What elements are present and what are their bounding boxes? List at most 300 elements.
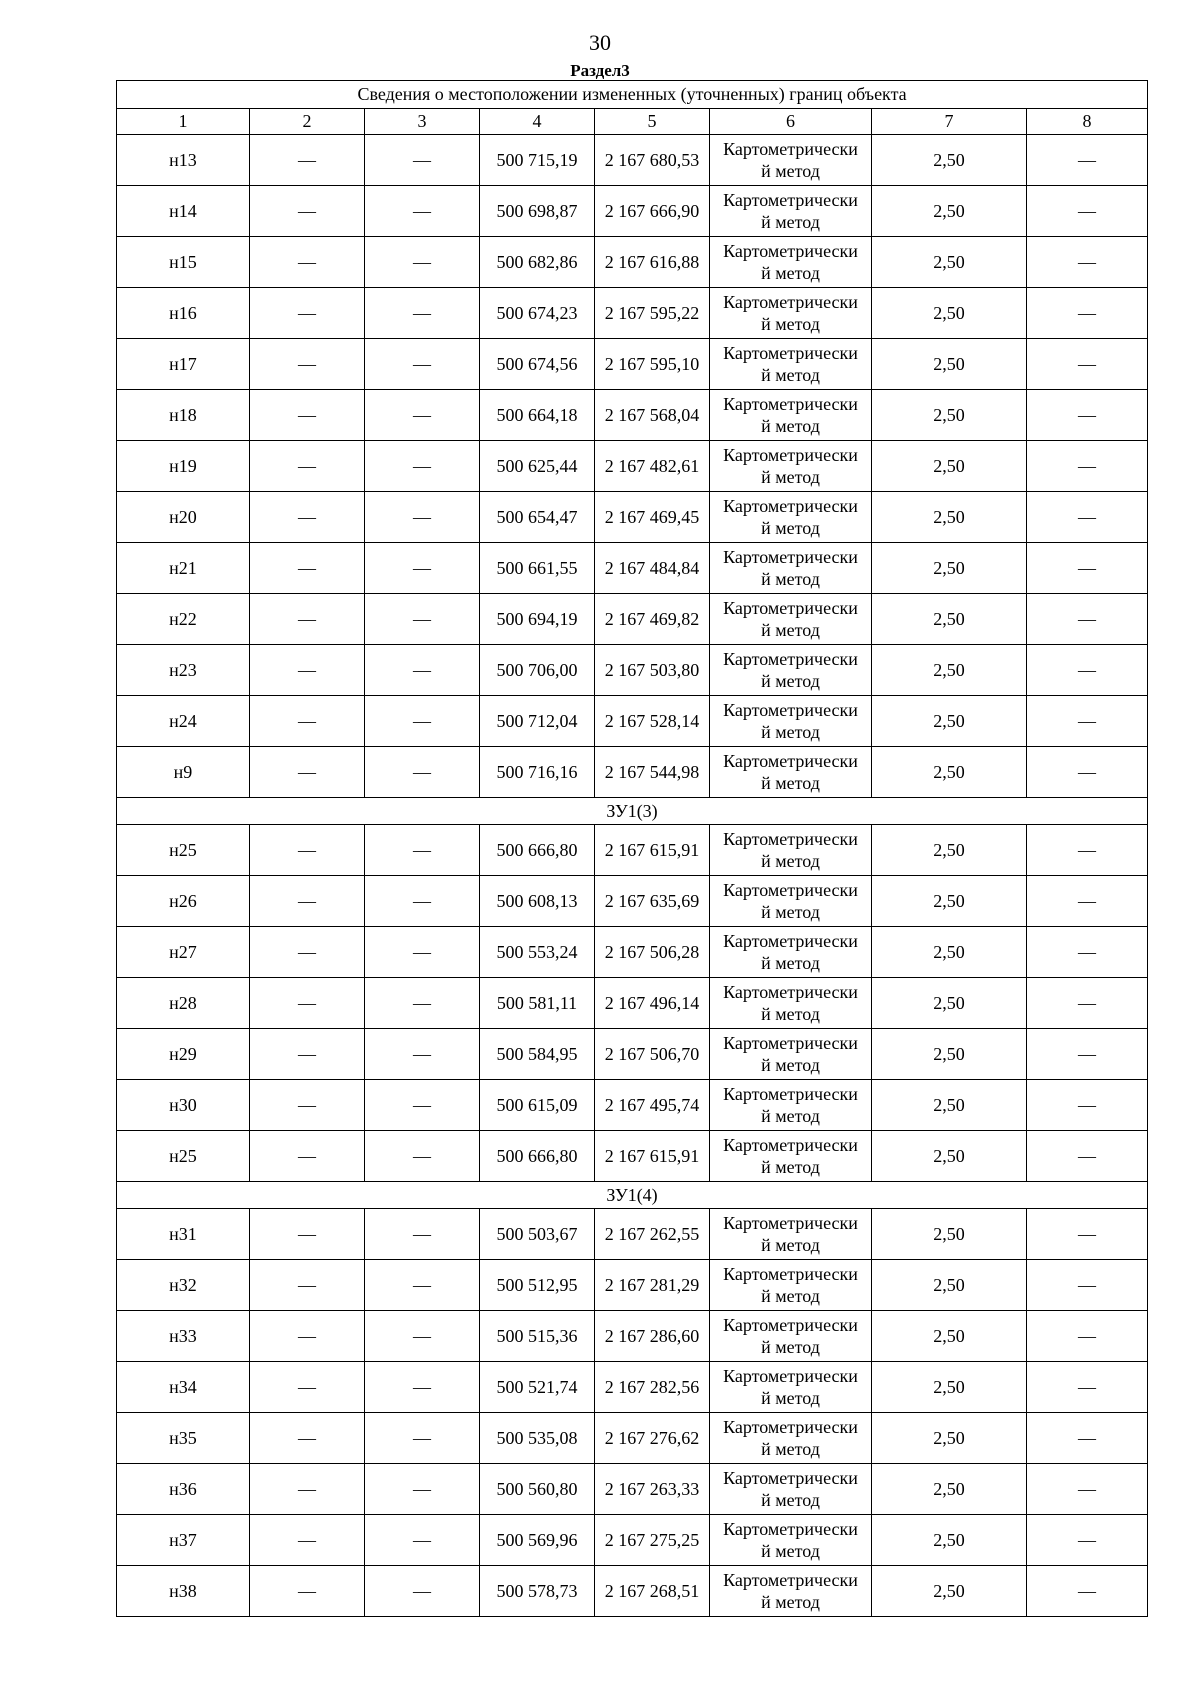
method-cell xyxy=(710,927,872,978)
accuracy-cell: 2,50 xyxy=(872,1515,1027,1566)
x-coordinate-cell: 500 560,80 xyxy=(480,1464,595,1515)
method-line-2: й метод xyxy=(761,365,820,385)
x-coordinate-cell: 500 706,00 xyxy=(480,645,595,696)
dash-cell: — xyxy=(1027,747,1148,798)
point-name-cell: н33 xyxy=(117,1311,250,1362)
point-name-cell: н26 xyxy=(117,876,250,927)
method-line-2: й метод xyxy=(761,1337,820,1357)
method-line-1: Картометрически xyxy=(723,496,858,516)
dash-cell: — xyxy=(365,1566,480,1617)
accuracy-cell: 2,50 xyxy=(872,645,1027,696)
method-cell xyxy=(710,978,872,1029)
method-line-2: й метод xyxy=(761,1388,820,1408)
table-row xyxy=(117,825,1148,876)
dash-cell: — xyxy=(1027,696,1148,747)
column-number-row xyxy=(117,109,1148,135)
method-line-2: й метод xyxy=(761,773,820,793)
x-coordinate-cell: 500 666,80 xyxy=(480,825,595,876)
dash-cell: — xyxy=(365,390,480,441)
method-line-2: й метод xyxy=(761,467,820,487)
dash-cell: — xyxy=(1027,645,1148,696)
y-coordinate-cell: 2 167 275,25 xyxy=(595,1515,710,1566)
x-coordinate-cell: 500 515,36 xyxy=(480,1311,595,1362)
method-cell xyxy=(710,339,872,390)
point-name-cell: н31 xyxy=(117,1209,250,1260)
y-coordinate-cell: 2 167 496,14 xyxy=(595,978,710,1029)
table-row xyxy=(117,543,1148,594)
dash-cell: — xyxy=(1027,1362,1148,1413)
method-cell xyxy=(710,441,872,492)
column-header: 4 xyxy=(480,109,595,135)
dash-cell: — xyxy=(250,186,365,237)
method-cell xyxy=(710,1566,872,1617)
dash-cell: — xyxy=(250,825,365,876)
dash-cell: — xyxy=(1027,927,1148,978)
method-line-1: Картометрически xyxy=(723,1213,858,1233)
point-name-cell: н34 xyxy=(117,1362,250,1413)
table-row xyxy=(117,1566,1148,1617)
method-cell xyxy=(710,1029,872,1080)
method-line-1: Картометрически xyxy=(723,1366,858,1386)
dash-cell: — xyxy=(1027,876,1148,927)
method-line-1: Картометрически xyxy=(723,547,858,567)
method-line-1: Картометрически xyxy=(723,1417,858,1437)
method-cell xyxy=(710,1131,872,1182)
accuracy-cell: 2,50 xyxy=(872,1362,1027,1413)
method-line-2: й метод xyxy=(761,1157,820,1177)
method-cell xyxy=(710,1464,872,1515)
x-coordinate-cell: 500 698,87 xyxy=(480,186,595,237)
method-line-1: Картометрически xyxy=(723,1084,858,1104)
method-line-1: Картометрически xyxy=(723,649,858,669)
accuracy-cell: 2,50 xyxy=(872,1080,1027,1131)
method-line-1: Картометрически xyxy=(723,139,858,159)
method-cell xyxy=(710,492,872,543)
method-line-1: Картометрически xyxy=(723,880,858,900)
dash-cell: — xyxy=(365,1131,480,1182)
dash-cell: — xyxy=(365,1413,480,1464)
x-coordinate-cell: 500 578,73 xyxy=(480,1566,595,1617)
dash-cell: — xyxy=(365,543,480,594)
table-row xyxy=(117,1515,1148,1566)
point-name-cell: н38 xyxy=(117,1566,250,1617)
method-cell xyxy=(710,696,872,747)
accuracy-cell: 2,50 xyxy=(872,1131,1027,1182)
table-row xyxy=(117,696,1148,747)
y-coordinate-cell: 2 167 635,69 xyxy=(595,876,710,927)
table-row xyxy=(117,492,1148,543)
y-coordinate-cell: 2 167 469,82 xyxy=(595,594,710,645)
x-coordinate-cell: 500 503,67 xyxy=(480,1209,595,1260)
dash-cell: — xyxy=(250,543,365,594)
method-line-2: й метод xyxy=(761,722,820,742)
method-line-2: й метод xyxy=(761,263,820,283)
dash-cell: — xyxy=(365,1311,480,1362)
dash-cell: — xyxy=(365,441,480,492)
method-line-1: Картометрически xyxy=(723,343,858,363)
dash-cell: — xyxy=(365,645,480,696)
page-number: 30 xyxy=(589,30,611,55)
column-header: 5 xyxy=(595,109,710,135)
x-coordinate-cell: 500 608,13 xyxy=(480,876,595,927)
method-cell xyxy=(710,288,872,339)
y-coordinate-cell: 2 167 615,91 xyxy=(595,1131,710,1182)
method-line-1: Картометрически xyxy=(723,931,858,951)
accuracy-cell: 2,50 xyxy=(872,543,1027,594)
dash-cell: — xyxy=(365,876,480,927)
point-name-cell: н14 xyxy=(117,186,250,237)
y-coordinate-cell: 2 167 680,53 xyxy=(595,135,710,186)
dash-cell: — xyxy=(1027,339,1148,390)
y-coordinate-cell: 2 167 482,61 xyxy=(595,441,710,492)
table-row xyxy=(117,441,1148,492)
dash-cell: — xyxy=(365,135,480,186)
y-coordinate-cell: 2 167 506,28 xyxy=(595,927,710,978)
accuracy-cell: 2,50 xyxy=(872,288,1027,339)
dash-cell: — xyxy=(1027,1131,1148,1182)
accuracy-cell: 2,50 xyxy=(872,339,1027,390)
accuracy-cell: 2,50 xyxy=(872,135,1027,186)
column-header: 6 xyxy=(710,109,872,135)
dash-cell: — xyxy=(250,288,365,339)
point-name-cell: н16 xyxy=(117,288,250,339)
method-cell xyxy=(710,1260,872,1311)
table-row xyxy=(117,1464,1148,1515)
point-name-cell: н18 xyxy=(117,390,250,441)
dash-cell: — xyxy=(250,1260,365,1311)
table-row xyxy=(117,876,1148,927)
table-row xyxy=(117,747,1148,798)
dash-cell: — xyxy=(250,1080,365,1131)
dash-cell: — xyxy=(1027,237,1148,288)
dash-cell: — xyxy=(1027,1413,1148,1464)
method-line-2: й метод xyxy=(761,620,820,640)
method-line-1: Картометрически xyxy=(723,598,858,618)
y-coordinate-cell: 2 167 506,70 xyxy=(595,1029,710,1080)
dash-cell: — xyxy=(1027,825,1148,876)
method-line-1: Картометрически xyxy=(723,829,858,849)
method-line-1: Картометрически xyxy=(723,1033,858,1053)
method-cell xyxy=(710,1515,872,1566)
table-row xyxy=(117,1029,1148,1080)
column-header: 8 xyxy=(1027,109,1148,135)
x-coordinate-cell: 500 569,96 xyxy=(480,1515,595,1566)
dash-cell: — xyxy=(250,237,365,288)
accuracy-cell: 2,50 xyxy=(872,747,1027,798)
y-coordinate-cell: 2 167 484,84 xyxy=(595,543,710,594)
dash-cell: — xyxy=(250,1131,365,1182)
dash-cell: — xyxy=(250,696,365,747)
method-line-2: й метод xyxy=(761,416,820,436)
dash-cell: — xyxy=(250,1566,365,1617)
group-label: ЗУ1(4) xyxy=(117,1182,1148,1209)
accuracy-cell: 2,50 xyxy=(872,1464,1027,1515)
dash-cell: — xyxy=(365,1515,480,1566)
method-cell xyxy=(710,1362,872,1413)
table-row xyxy=(117,1260,1148,1311)
method-line-2: й метод xyxy=(761,1541,820,1561)
y-coordinate-cell: 2 167 263,33 xyxy=(595,1464,710,1515)
y-coordinate-cell: 2 167 528,14 xyxy=(595,696,710,747)
table-row xyxy=(117,1131,1148,1182)
accuracy-cell: 2,50 xyxy=(872,927,1027,978)
column-header: 2 xyxy=(250,109,365,135)
dash-cell: — xyxy=(365,1362,480,1413)
dash-cell: — xyxy=(1027,1080,1148,1131)
dash-cell: — xyxy=(1027,594,1148,645)
accuracy-cell: 2,50 xyxy=(872,1260,1027,1311)
dash-cell: — xyxy=(365,696,480,747)
x-coordinate-cell: 500 712,04 xyxy=(480,696,595,747)
dash-cell: — xyxy=(1027,441,1148,492)
x-coordinate-cell: 500 654,47 xyxy=(480,492,595,543)
x-coordinate-cell: 500 661,55 xyxy=(480,543,595,594)
dash-cell: — xyxy=(250,978,365,1029)
dash-cell: — xyxy=(250,1029,365,1080)
dash-cell: — xyxy=(250,492,365,543)
method-line-1: Картометрически xyxy=(723,1519,858,1539)
accuracy-cell: 2,50 xyxy=(872,696,1027,747)
y-coordinate-cell: 2 167 568,04 xyxy=(595,390,710,441)
table-row xyxy=(117,186,1148,237)
method-line-1: Картометрически xyxy=(723,394,858,414)
method-line-1: Картометрически xyxy=(723,751,858,771)
table-row xyxy=(117,645,1148,696)
y-coordinate-cell: 2 167 666,90 xyxy=(595,186,710,237)
table-row xyxy=(117,237,1148,288)
accuracy-cell: 2,50 xyxy=(872,186,1027,237)
table-row xyxy=(117,927,1148,978)
x-coordinate-cell: 500 521,74 xyxy=(480,1362,595,1413)
point-name-cell: н25 xyxy=(117,1131,250,1182)
method-line-1: Картометрически xyxy=(723,1315,858,1335)
table-row xyxy=(117,1413,1148,1464)
method-line-2: й метод xyxy=(761,953,820,973)
point-name-cell: н32 xyxy=(117,1260,250,1311)
point-name-cell: н25 xyxy=(117,825,250,876)
method-line-2: й метод xyxy=(761,1235,820,1255)
method-cell xyxy=(710,543,872,594)
x-coordinate-cell: 500 581,11 xyxy=(480,978,595,1029)
method-cell xyxy=(710,135,872,186)
dash-cell: — xyxy=(365,927,480,978)
dash-cell: — xyxy=(250,594,365,645)
table-row xyxy=(117,978,1148,1029)
method-line-2: й метод xyxy=(761,902,820,922)
dash-cell: — xyxy=(1027,1566,1148,1617)
dash-cell: — xyxy=(365,594,480,645)
dash-cell: — xyxy=(365,339,480,390)
point-name-cell: н17 xyxy=(117,339,250,390)
x-coordinate-cell: 500 535,08 xyxy=(480,1413,595,1464)
method-cell xyxy=(710,1080,872,1131)
method-cell xyxy=(710,1311,872,1362)
column-header: 1 xyxy=(117,109,250,135)
point-name-cell: н15 xyxy=(117,237,250,288)
point-name-cell: н20 xyxy=(117,492,250,543)
accuracy-cell: 2,50 xyxy=(872,1566,1027,1617)
accuracy-cell: 2,50 xyxy=(872,594,1027,645)
method-line-1: Картометрически xyxy=(723,445,858,465)
x-coordinate-cell: 500 715,19 xyxy=(480,135,595,186)
method-cell xyxy=(710,594,872,645)
y-coordinate-cell: 2 167 595,10 xyxy=(595,339,710,390)
dash-cell: — xyxy=(1027,1311,1148,1362)
y-coordinate-cell: 2 167 616,88 xyxy=(595,237,710,288)
y-coordinate-cell: 2 167 282,56 xyxy=(595,1362,710,1413)
group-header-row xyxy=(117,798,1148,825)
method-cell xyxy=(710,186,872,237)
method-cell xyxy=(710,825,872,876)
x-coordinate-cell: 500 666,80 xyxy=(480,1131,595,1182)
x-coordinate-cell: 500 674,23 xyxy=(480,288,595,339)
method-cell xyxy=(710,1209,872,1260)
dash-cell: — xyxy=(365,186,480,237)
boundary-coordinates-table xyxy=(116,80,1148,1617)
table-row xyxy=(117,1311,1148,1362)
method-line-2: й метод xyxy=(761,314,820,334)
method-cell xyxy=(710,645,872,696)
method-line-2: й метод xyxy=(761,161,820,181)
point-name-cell: н19 xyxy=(117,441,250,492)
method-line-2: й метод xyxy=(761,1004,820,1024)
method-line-2: й метод xyxy=(761,851,820,871)
dash-cell: — xyxy=(365,1260,480,1311)
dash-cell: — xyxy=(1027,1260,1148,1311)
group-header-row xyxy=(117,1182,1148,1209)
accuracy-cell: 2,50 xyxy=(872,492,1027,543)
table-body xyxy=(117,135,1148,1617)
dash-cell: — xyxy=(250,645,365,696)
method-cell xyxy=(710,237,872,288)
y-coordinate-cell: 2 167 615,91 xyxy=(595,825,710,876)
dash-cell: — xyxy=(365,492,480,543)
table-row xyxy=(117,390,1148,441)
accuracy-cell: 2,50 xyxy=(872,1029,1027,1080)
method-line-1: Картометрически xyxy=(723,982,858,1002)
column-header: 3 xyxy=(365,109,480,135)
point-name-cell: н24 xyxy=(117,696,250,747)
method-line-2: й метод xyxy=(761,1055,820,1075)
x-coordinate-cell: 500 512,95 xyxy=(480,1260,595,1311)
y-coordinate-cell: 2 167 595,22 xyxy=(595,288,710,339)
method-line-2: й метод xyxy=(761,518,820,538)
table-row xyxy=(117,1209,1148,1260)
x-coordinate-cell: 500 625,44 xyxy=(480,441,595,492)
dash-cell: — xyxy=(250,927,365,978)
table-row xyxy=(117,288,1148,339)
dash-cell: — xyxy=(1027,1464,1148,1515)
table-row xyxy=(117,1080,1148,1131)
x-coordinate-cell: 500 584,95 xyxy=(480,1029,595,1080)
method-line-1: Картометрически xyxy=(723,1135,858,1155)
dash-cell: — xyxy=(365,1029,480,1080)
dash-cell: — xyxy=(365,1209,480,1260)
table-row xyxy=(117,135,1148,186)
y-coordinate-cell: 2 167 286,60 xyxy=(595,1311,710,1362)
table-row xyxy=(117,594,1148,645)
y-coordinate-cell: 2 167 469,45 xyxy=(595,492,710,543)
dash-cell: — xyxy=(250,441,365,492)
table-caption: Сведения о местоположении измененных (уточненных) границ объекта xyxy=(117,81,1148,109)
method-line-2: й метод xyxy=(761,1439,820,1459)
method-cell xyxy=(710,876,872,927)
method-line-1: Картометрически xyxy=(723,1570,858,1590)
dash-cell: — xyxy=(250,135,365,186)
column-header: 7 xyxy=(872,109,1027,135)
dash-cell: — xyxy=(250,1413,365,1464)
x-coordinate-cell: 500 682,86 xyxy=(480,237,595,288)
dash-cell: — xyxy=(1027,288,1148,339)
dash-cell: — xyxy=(365,1464,480,1515)
dash-cell: — xyxy=(1027,390,1148,441)
dash-cell: — xyxy=(365,1080,480,1131)
dash-cell: — xyxy=(365,747,480,798)
y-coordinate-cell: 2 167 495,74 xyxy=(595,1080,710,1131)
dash-cell: — xyxy=(1027,1515,1148,1566)
accuracy-cell: 2,50 xyxy=(872,1209,1027,1260)
dash-cell: — xyxy=(250,876,365,927)
dash-cell: — xyxy=(365,978,480,1029)
accuracy-cell: 2,50 xyxy=(872,1311,1027,1362)
dash-cell: — xyxy=(250,747,365,798)
y-coordinate-cell: 2 167 503,80 xyxy=(595,645,710,696)
x-coordinate-cell: 500 615,09 xyxy=(480,1080,595,1131)
method-line-1: Картометрически xyxy=(723,292,858,312)
dash-cell: — xyxy=(1027,135,1148,186)
y-coordinate-cell: 2 167 281,29 xyxy=(595,1260,710,1311)
point-name-cell: н9 xyxy=(117,747,250,798)
method-cell xyxy=(710,747,872,798)
point-name-cell: н13 xyxy=(117,135,250,186)
x-coordinate-cell: 500 664,18 xyxy=(480,390,595,441)
y-coordinate-cell: 2 167 268,51 xyxy=(595,1566,710,1617)
dash-cell: — xyxy=(250,1464,365,1515)
method-line-2: й метод xyxy=(761,569,820,589)
point-name-cell: н30 xyxy=(117,1080,250,1131)
dash-cell: — xyxy=(365,237,480,288)
y-coordinate-cell: 2 167 262,55 xyxy=(595,1209,710,1260)
point-name-cell: н23 xyxy=(117,645,250,696)
method-line-2: й метод xyxy=(761,212,820,232)
accuracy-cell: 2,50 xyxy=(872,390,1027,441)
method-line-2: й метод xyxy=(761,1490,820,1510)
x-coordinate-cell: 500 674,56 xyxy=(480,339,595,390)
method-cell xyxy=(710,390,872,441)
y-coordinate-cell: 2 167 544,98 xyxy=(595,747,710,798)
dash-cell: — xyxy=(250,1209,365,1260)
dash-cell: — xyxy=(365,825,480,876)
group-label: ЗУ1(3) xyxy=(117,798,1148,825)
point-name-cell: н37 xyxy=(117,1515,250,1566)
point-name-cell: н29 xyxy=(117,1029,250,1080)
x-coordinate-cell: 500 553,24 xyxy=(480,927,595,978)
dash-cell: — xyxy=(1027,492,1148,543)
accuracy-cell: 2,50 xyxy=(872,978,1027,1029)
point-name-cell: н27 xyxy=(117,927,250,978)
point-name-cell: н28 xyxy=(117,978,250,1029)
table-caption-row xyxy=(117,81,1148,109)
point-name-cell: н36 xyxy=(117,1464,250,1515)
accuracy-cell: 2,50 xyxy=(872,237,1027,288)
dash-cell: — xyxy=(1027,186,1148,237)
table-row xyxy=(117,1362,1148,1413)
dash-cell: — xyxy=(250,390,365,441)
dash-cell: — xyxy=(250,339,365,390)
accuracy-cell: 2,50 xyxy=(872,1413,1027,1464)
method-line-1: Картометрически xyxy=(723,1468,858,1488)
y-coordinate-cell: 2 167 276,62 xyxy=(595,1413,710,1464)
